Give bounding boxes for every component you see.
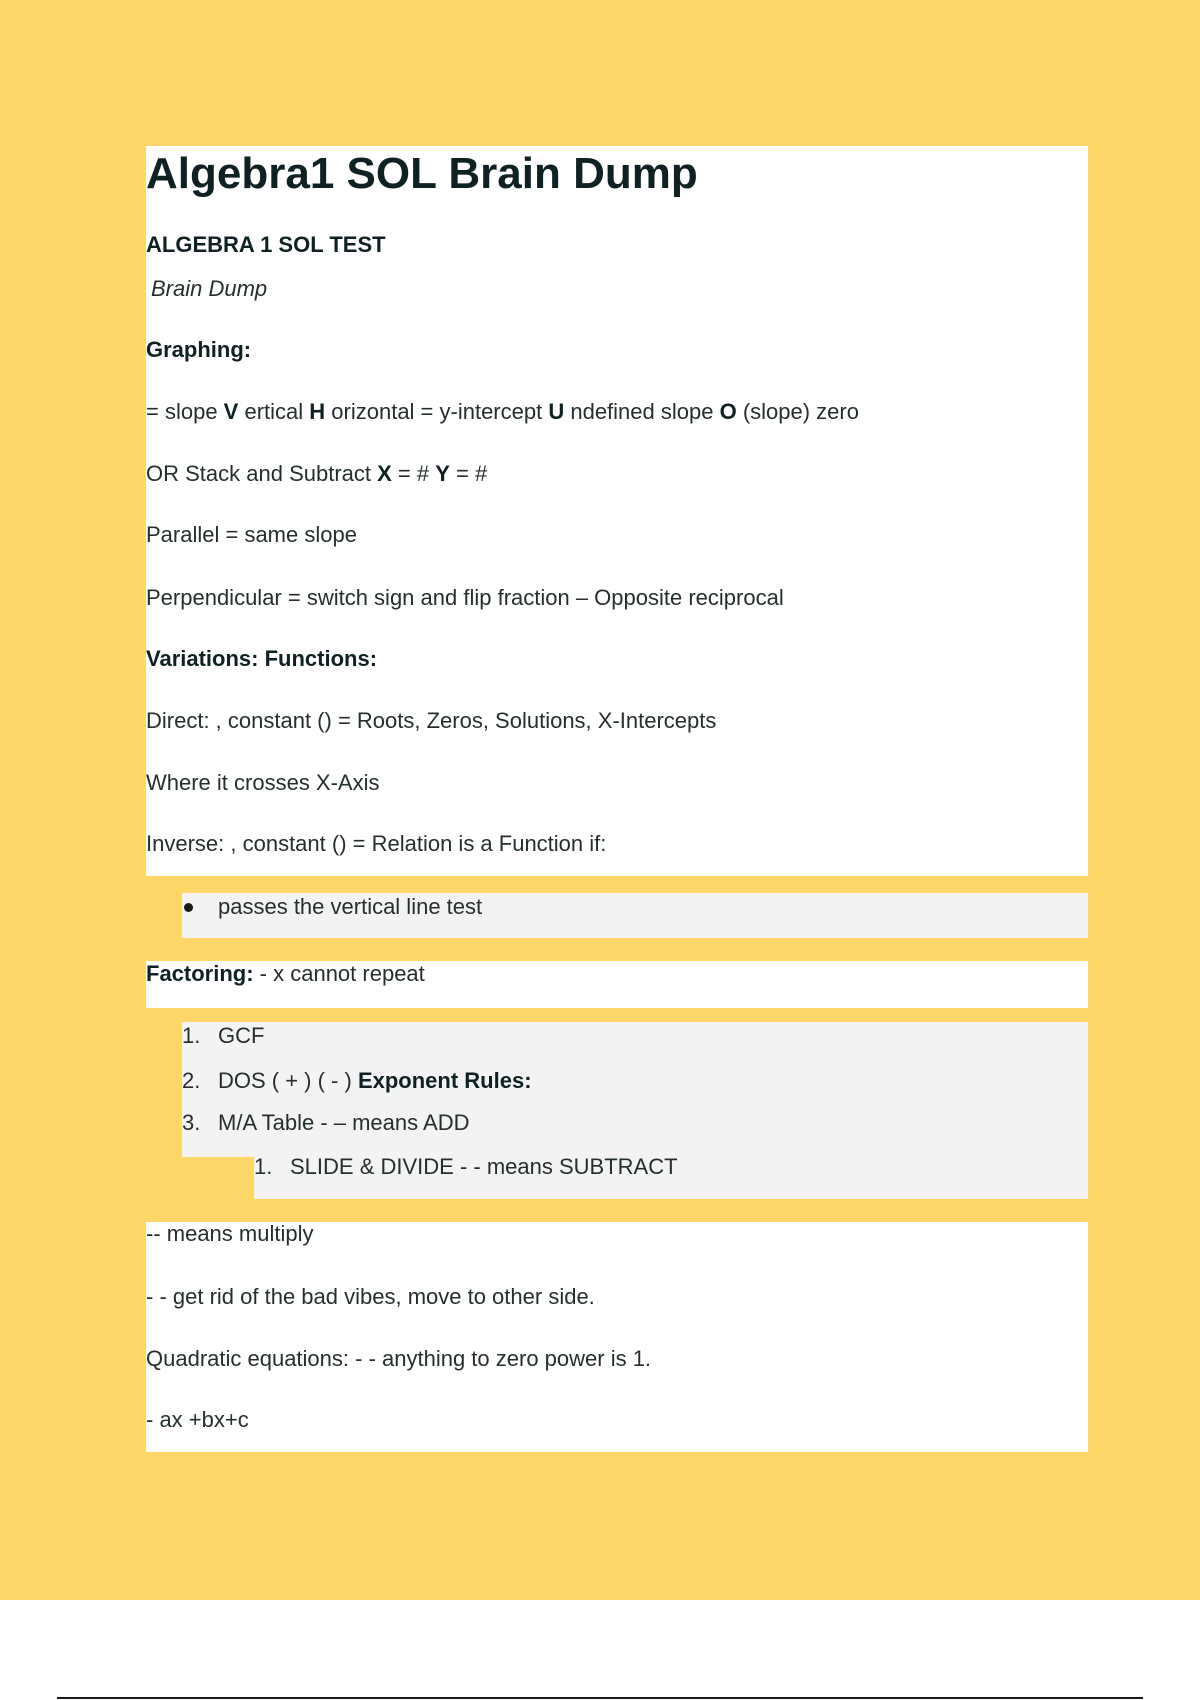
bad-vibes-rule: - - get rid of the bad vibes, move to other side. [146,1284,595,1309]
slope-u: U [548,399,565,424]
factoring-heading: Factoring: [146,961,254,986]
stack-x: X [377,461,392,486]
quadratic-rule: Quadratic equations: - - anything to zero power is 1. [146,1346,652,1371]
stack-text-2: = # [391,461,436,486]
inverse-variation-line: Inverse: , constant () = Relation is a Function if: [146,831,607,856]
document-subtitle: ALGEBRA 1 SOL TEST [146,232,386,257]
standard-form-line: - ax +bx+c [146,1407,249,1432]
perpendicular-line: Perpendicular = switch sign and flip fraction – Opposite reciprocal [146,585,784,610]
divider-line [57,1697,1143,1699]
list-number: 3. [182,1110,201,1135]
list-number: 2. [182,1068,201,1093]
slope-h: H [309,399,326,424]
slope-text-4: ndefined slope [564,399,720,424]
slope-text-1: = slope [146,399,224,424]
slope-text-3: orizontal = y-intercept [325,399,549,424]
list-item-text: GCF [218,1023,265,1048]
document-tagline: Brain Dump [151,276,268,301]
parallel-line: Parallel = same slope [146,522,357,547]
bullet-icon [184,903,193,912]
factoring-line [146,961,425,987]
slope-line [146,399,859,425]
graphing-heading: Graphing: [146,337,252,362]
factoring-note: - x cannot repeat [253,961,425,986]
slope-v: V [223,399,239,424]
sublist-number: 1. [254,1154,273,1179]
stack-text-3: = # [449,461,488,486]
bullet-item-text: passes the vertical line test [218,894,483,919]
direct-variation-line: Direct: , constant () = Roots, Zeros, Solutions, X-Intercepts [146,708,717,733]
document-title: Algebra1 SOL Brain Dump [146,149,698,198]
rules-block [146,1222,1088,1452]
crosses-axis-line: Where it crosses X-Axis [146,770,380,795]
slope-text-2: ertical [238,399,310,424]
stack-text-1: OR Stack and Subtract [146,461,378,486]
list-number: 1. [182,1023,201,1048]
sublist-item-text: SLIDE & DIVIDE - - means SUBTRACT [290,1154,678,1179]
list-item-text [218,1068,532,1094]
multiply-rule: -- means multiply [146,1221,314,1246]
slope-text-5: (slope) zero [736,399,859,424]
list-item-plain: DOS ( + ) ( - ) [218,1068,358,1093]
exponent-rules-heading: Exponent Rules: [357,1068,532,1093]
stack-y: Y [435,461,450,486]
list-item-text: M/A Table - – means ADD [218,1110,470,1135]
slope-o: O [719,399,737,424]
variations-heading: Variations: Functions: [146,646,378,671]
stack-line [146,461,487,487]
